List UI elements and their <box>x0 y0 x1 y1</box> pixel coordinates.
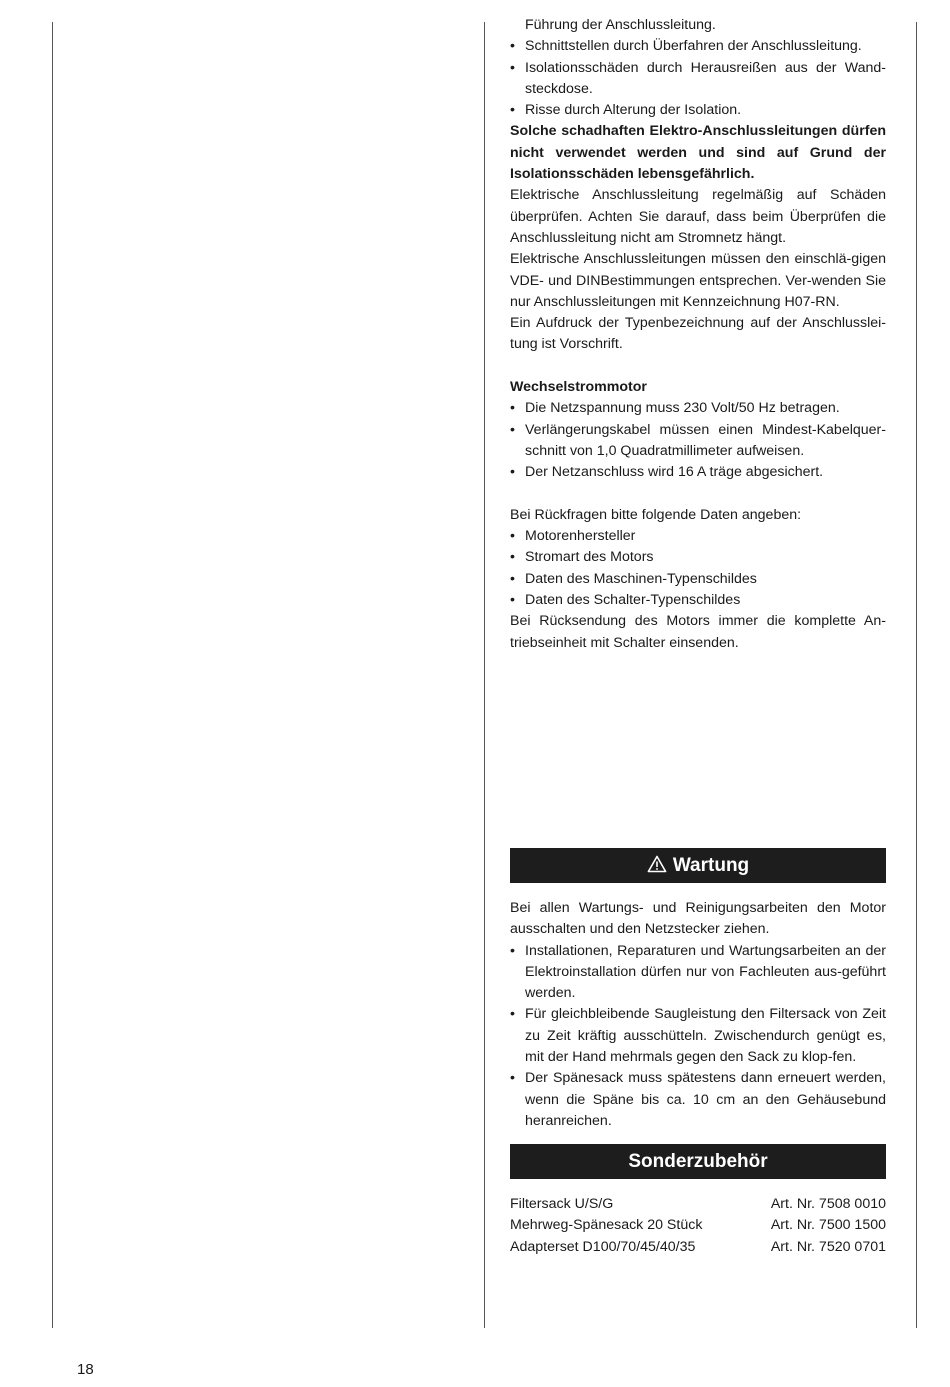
right-column <box>510 15 886 1258</box>
wartung-heading-bar <box>510 848 886 883</box>
accessory-row <box>510 1215 886 1236</box>
list-item: • Der Spänesack muss spätestens dann erneuert werden, wenn die Späne bis ca. 10 cm an den Gehäusebund heranreichen. <box>510 1068 886 1132</box>
page-number: 18 <box>77 1361 94 1378</box>
left-margin-rule <box>52 22 53 1328</box>
queries-outro: Bei Rücksendung des Motors immer die komplette An-triebseinheit mit Schalter einsenden. <box>510 613 886 651</box>
list-item: • Stromart des Motors <box>510 547 886 568</box>
list-item: • Daten des Schalter-Typenschildes <box>510 590 886 611</box>
sonderzubehoer-title: Sonderzubehör <box>628 1151 768 1173</box>
sonderzubehoer-heading-bar <box>510 1144 886 1179</box>
queries-intro: Bei Rückfragen bitte folgende Daten angeben: <box>510 506 802 523</box>
list-item: • Für gleichbleibende Saugleistung den Filtersack von Zeit zu Zeit kräftig ausschütteln. Zwischendurch genügt es, mit der Hand mehrmals gegen den Sack zu klop-fen. <box>510 1004 886 1068</box>
section-heading-motor: Wechselstrommotor <box>510 379 647 396</box>
accessory-art-number: Art. Nr. 7508 0010 <box>770 1196 886 1213</box>
list-item: • Motorenhersteller <box>510 526 886 547</box>
wartung-title: Wartung <box>672 854 750 876</box>
list-item: • Der Netzanschluss wird 16 A träge abgesichert. <box>510 462 886 483</box>
paragraph: Bei allen Wartungs- und Reinigungsarbeiten den Motor ausschalten und den Netzstecker ziehen. <box>510 899 886 938</box>
list-item: • Die Netzspannung muss 230 Volt/50 Hz betragen. <box>510 398 886 419</box>
accessory-row <box>510 1194 886 1215</box>
accessory-art-number: Art. Nr. 7520 0701 <box>770 1238 886 1255</box>
continued-text: Führung der Anschlussleitung. <box>525 17 716 33</box>
list-item: • Daten des Maschinen-Typenschildes <box>510 569 886 590</box>
accessory-name: Filtersack U/S/G <box>510 1196 614 1213</box>
list-item: • Schnittstellen durch Überfahren der Anschlussleitung. <box>510 36 886 57</box>
center-column-rule <box>484 22 485 1328</box>
list-item: • Installationen, Reparaturen und Wartungsarbeiten an der Elektroinstallation dürfen nur von Fachleuten aus-geführt werden. <box>510 941 886 1005</box>
right-margin-rule <box>916 22 917 1328</box>
warning-text: Solche schadhaften Elektro-Anschlussleitungen dürfen nicht verwendet werden und sind auf Grund der Isolationsschäden lebensgefährlich. <box>510 123 886 183</box>
paragraph: Elektrische Anschlussleitung regelmäßig auf Schäden überprüfen. Achten Sie darauf, dass beim Überprüfen die Anschlussleitung nicht am Stromnetz hängt. <box>510 187 886 246</box>
accessory-row <box>510 1237 886 1258</box>
list-item: • Isolationsschäden durch Herausreißen aus der Wand-steckdose. <box>510 58 886 101</box>
accessory-name: Mehrweg-Spänesack 20 Stück <box>510 1217 703 1234</box>
list-item: • Risse durch Alterung der Isolation. <box>510 100 886 121</box>
warning-triangle-icon <box>647 855 667 873</box>
accessory-art-number: Art. Nr. 7500 1500 <box>770 1217 886 1234</box>
accessory-name: Adapterset D100/70/45/40/35 <box>510 1238 696 1255</box>
paragraph: Ein Aufdruck der Typenbezeichnung auf der Anschlusslei-tung ist Vorschrift. <box>510 315 886 353</box>
list-item: • Verlängerungskabel müssen einen Mindest-Kabelquer-schnitt von 1,0 Quadratmillimeter aufweisen. <box>510 420 886 463</box>
paragraph: Elektrische Anschlussleitungen müssen den einschlä-gigen VDE- und DINBestimmungen entsprechen. Ver-wenden Sie nur Anschlussleitungen mit Kennzeichnung H07-RN. <box>510 251 886 310</box>
